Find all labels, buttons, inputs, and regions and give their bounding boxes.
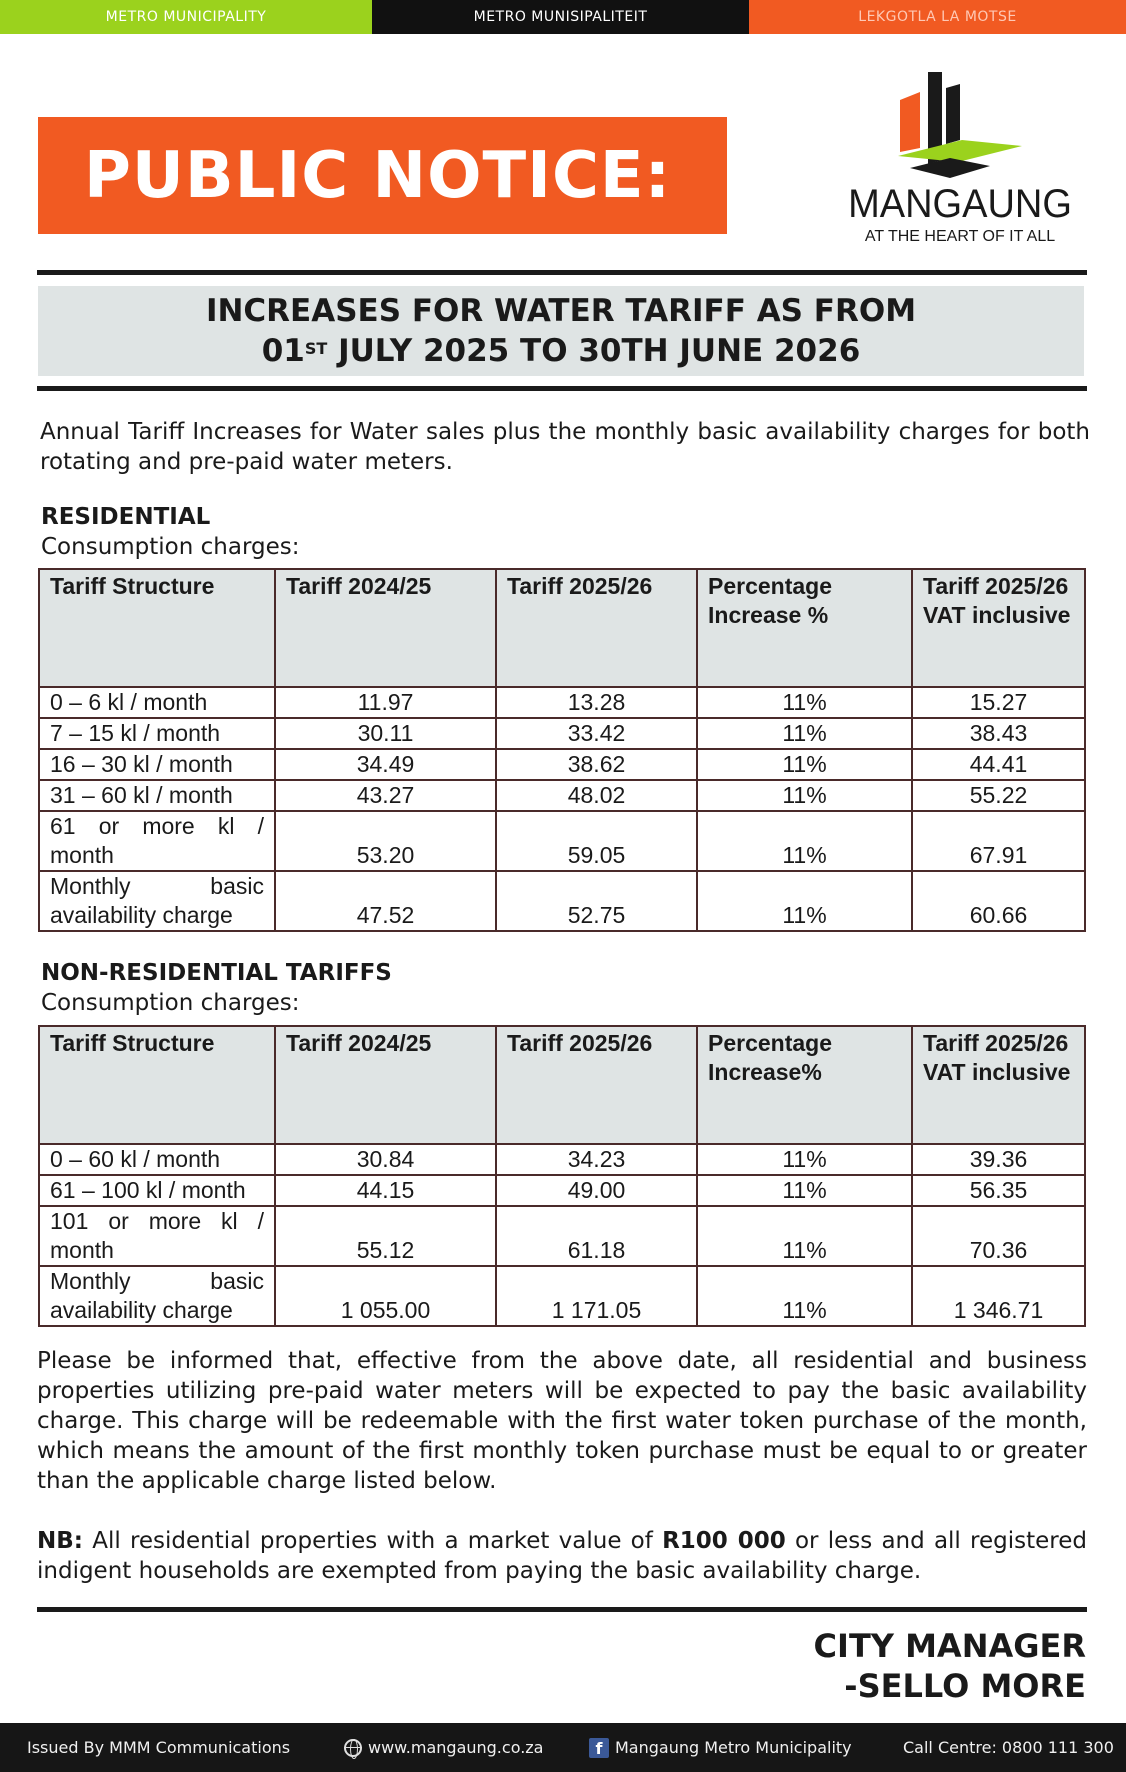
- tariff-value-cell: 43.27: [275, 780, 496, 811]
- nb-paragraph: [37, 1526, 1087, 1586]
- residential-subheading: Consumption charges:: [41, 534, 300, 560]
- table-row: [39, 1144, 1085, 1175]
- notice-title: [38, 286, 1084, 376]
- tariff-value-cell: 52.75: [496, 871, 697, 931]
- footer-website-link[interactable]: www.mangaung.co.za: [368, 1738, 544, 1757]
- column-header: Tariff 2025/26: [496, 569, 697, 687]
- tariff-value-cell: 1 055.00: [275, 1266, 496, 1326]
- footer-facebook[interactable]: [589, 1723, 852, 1772]
- footer-call-centre-text: Call Centre: 0800 111 300: [903, 1738, 1114, 1757]
- tariff-value-cell: 11%: [697, 1144, 912, 1175]
- tariff-value-cell: 11%: [697, 871, 912, 931]
- city-manager-name: -SELLO MORE: [844, 1667, 1086, 1705]
- tariff-value-cell: 11%: [697, 1175, 912, 1206]
- tariff-value-cell: 55.12: [275, 1206, 496, 1266]
- tariff-value-cell: 55.22: [912, 780, 1085, 811]
- public-notice-label: PUBLIC NOTICE:: [84, 138, 672, 213]
- footer-call-centre: [903, 1723, 1114, 1772]
- globe-icon: [344, 1739, 362, 1757]
- column-header: Tariff Structure: [39, 1026, 275, 1144]
- tariff-value-cell: 11.97: [275, 687, 496, 718]
- divider-rule: [37, 1607, 1087, 1612]
- nb-text-after: or less and all registered indigent households are exempted from paying the basic availability charge.: [37, 1528, 1087, 1584]
- table-row: [39, 811, 1085, 871]
- tariff-value-cell: 33.42: [496, 718, 697, 749]
- city-manager-title: CITY MANAGER: [813, 1627, 1086, 1665]
- tariff-value-cell: 39.36: [912, 1144, 1085, 1175]
- tariff-structure-cell: 61 or more kl / month: [39, 811, 275, 871]
- tariff-structure-cell: Monthly basic availability charge: [39, 871, 275, 931]
- table-row: [39, 687, 1085, 718]
- column-header: Percentage Increase%: [697, 1026, 912, 1144]
- table-header-row: [39, 1026, 1085, 1144]
- table-row: [39, 1206, 1085, 1266]
- title-date-suffix: ST: [304, 339, 328, 358]
- footer-issued-by-text: Issued By MMM Communications: [27, 1738, 291, 1757]
- tariff-value-cell: 61.18: [496, 1206, 697, 1266]
- tariff-value-cell: 11%: [697, 780, 912, 811]
- tariff-structure-cell: 0 – 6 kl / month: [39, 687, 275, 718]
- residential-tariff-table: [38, 568, 1086, 932]
- non-residential-tariff-table: [38, 1025, 1086, 1327]
- top-band-lekgotla: LEKGOTLA LA MOTSE: [749, 0, 1126, 34]
- residential-heading: RESIDENTIAL: [41, 504, 211, 530]
- tariff-structure-cell: 101 or more kl / month: [39, 1206, 275, 1266]
- title-line-1: INCREASES FOR WATER TARIFF AS FROM: [205, 293, 917, 329]
- title-line-2: [262, 331, 861, 371]
- tariff-value-cell: 70.36: [912, 1206, 1085, 1266]
- top-band-municipality: METRO MUNICIPALITY: [0, 0, 372, 34]
- table-row: [39, 1266, 1085, 1326]
- tariff-structure-cell: 16 – 30 kl / month: [39, 749, 275, 780]
- tariff-value-cell: 11%: [697, 811, 912, 871]
- tariff-value-cell: 38.62: [496, 749, 697, 780]
- tariff-value-cell: 1 346.71: [912, 1266, 1085, 1326]
- tariff-value-cell: 11%: [697, 718, 912, 749]
- table-row: [39, 749, 1085, 780]
- logo-tagline: AT THE HEART OF IT ALL: [864, 228, 1056, 245]
- notice-paragraph: Please be informed that, effective from the above date, all residential and business properties utilizing pre-paid water meters will be expected to pay the basic availability charge. This charge will be redeemable with the first water token purchase of the month, which means the amount of the first monthly token purchase must be equal to or greater than the applicable charge listed below.: [37, 1348, 1087, 1494]
- tariff-value-cell: 67.91: [912, 811, 1085, 871]
- tariff-structure-cell: 61 – 100 kl / month: [39, 1175, 275, 1206]
- public-notice-banner: [38, 117, 727, 234]
- intro-paragraph: Annual Tariff Increases for Water sales plus the monthly basic availability charges for both rotating and pre-paid water meters.: [40, 419, 1090, 475]
- column-header: Percentage Increase %: [697, 569, 912, 687]
- tariff-value-cell: 1 171.05: [496, 1266, 697, 1326]
- tariff-value-cell: 49.00: [496, 1175, 697, 1206]
- logo-wordmark: MANGAUNG: [848, 182, 1072, 226]
- column-header: Tariff 2025/26 VAT inclusive: [912, 1026, 1085, 1144]
- footer-website[interactable]: [344, 1723, 543, 1772]
- tariff-value-cell: 44.15: [275, 1175, 496, 1206]
- tariff-value-cell: 11%: [697, 1206, 912, 1266]
- table-row: [39, 1175, 1085, 1206]
- footer-issued-by: [27, 1723, 290, 1772]
- mangaung-logo: [820, 70, 1090, 250]
- tariff-value-cell: 30.84: [275, 1144, 496, 1175]
- tariff-value-cell: 30.11: [275, 718, 496, 749]
- table-row: [39, 871, 1085, 931]
- tariff-value-cell: 56.35: [912, 1175, 1085, 1206]
- tariff-value-cell: 34.23: [496, 1144, 697, 1175]
- divider-rule: [37, 270, 1087, 275]
- table-row: [39, 718, 1085, 749]
- tariff-value-cell: 11%: [697, 687, 912, 718]
- tariff-structure-cell: 7 – 15 kl / month: [39, 718, 275, 749]
- footer-bar: [0, 1723, 1126, 1772]
- nb-amount: R100 000: [662, 1528, 786, 1554]
- tariff-structure-cell: 31 – 60 kl / month: [39, 780, 275, 811]
- tariff-value-cell: 59.05: [496, 811, 697, 871]
- table-row: [39, 780, 1085, 811]
- tariff-structure-cell: Monthly basic availability charge: [39, 1266, 275, 1326]
- column-header: Tariff 2025/26: [496, 1026, 697, 1144]
- tariff-structure-cell: 0 – 60 kl / month: [39, 1144, 275, 1175]
- tariff-value-cell: 11%: [697, 749, 912, 780]
- column-header: Tariff 2024/25: [275, 569, 496, 687]
- tariff-value-cell: 38.43: [912, 718, 1085, 749]
- top-band-munisipaliteit: METRO MUNISIPALITEIT: [372, 0, 749, 34]
- divider-rule: [37, 386, 1087, 391]
- table-header-row: [39, 569, 1085, 687]
- tariff-value-cell: 44.41: [912, 749, 1085, 780]
- title-date-day: 01: [261, 333, 305, 369]
- tariff-value-cell: 15.27: [912, 687, 1085, 718]
- non-residential-subheading: Consumption charges:: [41, 990, 300, 1016]
- tariff-value-cell: 60.66: [912, 871, 1085, 931]
- tariff-value-cell: 48.02: [496, 780, 697, 811]
- tariff-value-cell: 34.49: [275, 749, 496, 780]
- column-header: Tariff Structure: [39, 569, 275, 687]
- tariff-value-cell: 53.20: [275, 811, 496, 871]
- tariff-value-cell: 47.52: [275, 871, 496, 931]
- column-header: Tariff 2024/25: [275, 1026, 496, 1144]
- title-date-rest: JULY 2025 TO 30TH JUNE 2026: [327, 333, 861, 369]
- tariff-value-cell: 11%: [697, 1266, 912, 1326]
- mangaung-logo-icon: [890, 70, 1030, 188]
- top-band: [0, 0, 1126, 34]
- non-residential-heading: NON-RESIDENTIAL TARIFFS: [41, 960, 392, 986]
- footer-facebook-link[interactable]: Mangaung Metro Municipality: [615, 1738, 852, 1757]
- nb-text-before: All residential properties with a market value of: [82, 1528, 663, 1554]
- tariff-value-cell: 13.28: [496, 687, 697, 718]
- nb-label: NB:: [37, 1528, 83, 1554]
- column-header: Tariff 2025/26 VAT inclusive: [912, 569, 1085, 687]
- facebook-icon: f: [589, 1738, 609, 1758]
